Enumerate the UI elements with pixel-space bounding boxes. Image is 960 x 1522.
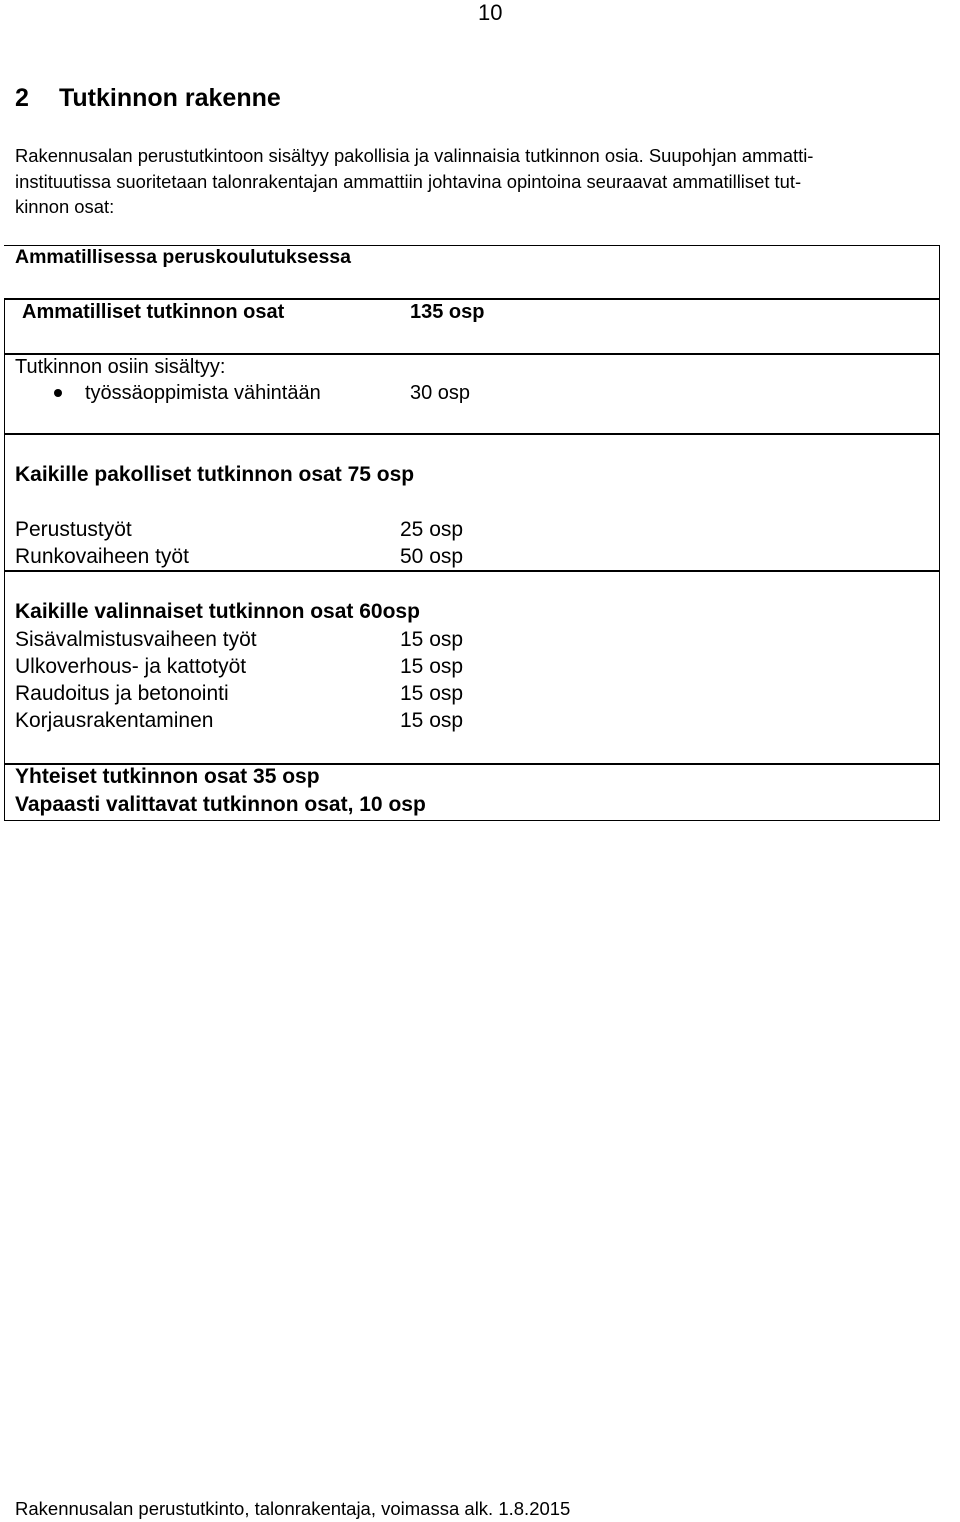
includes-label: Tutkinnon osiin sisältyy:: [15, 356, 226, 378]
vocational-value: 135 osp: [410, 301, 485, 323]
intro-line-3: kinnon osat:: [15, 196, 115, 217]
optional-title: Kaikille valinnaiset tutkinnon osat 60osp: [15, 600, 420, 623]
vocational-label: Ammatilliset tutkinnon osat: [22, 301, 285, 323]
optional-row-3-label: Raudoitus ja betonointi: [15, 682, 229, 705]
optional-row-4-label: Korjausrakentaminen: [15, 709, 214, 732]
includes-bullet-label: työssäoppimista vähintään: [85, 382, 321, 404]
mandatory-row-1-value: 25 osp: [400, 518, 464, 541]
intro-line-1: Rakennusalan perustutkintoon sisältyy pakollisia ja valinnaisia tutkinnon osia. Suupohjan ammatti-: [15, 145, 814, 166]
common-units-line: Yhteiset tutkinnon osat 35 osp: [15, 765, 320, 788]
includes-bullet-value: 30 osp: [410, 382, 471, 404]
mandatory-row-1-label: Perustustyöt: [15, 518, 132, 541]
optional-row-3-value: 15 osp: [400, 682, 464, 705]
heading-title: Tutkinnon rakenne: [59, 84, 281, 112]
optional-row-1-label: Sisävalmistusvaiheen työt: [15, 628, 257, 651]
intro-line-2: instituutissa suoritetaan talonrakentajan ammattiin johtavina opintoina seuraavat ammatilliset tut-: [15, 170, 802, 192]
mandatory-row-2-value: 50 osp: [400, 545, 464, 568]
page-footer: Rakennusalan perustutkinto, talonrakentaja, voimassa alk. 1.8.2015: [15, 1498, 571, 1519]
optional-row-1-value: 15 osp: [400, 628, 464, 651]
optional-row-2-value: 15 osp: [400, 655, 464, 678]
table-frame-top: [4, 245, 940, 300]
section-title: Ammatillisessa peruskoulutuksessa: [15, 246, 351, 268]
free-units-line: Vapaasti valittavat tutkinnon osat, 10 osp: [15, 793, 426, 816]
intro-paragraph: [15, 143, 955, 220]
section-heading: [15, 84, 281, 113]
optional-row-2-label: Ulkoverhous- ja kattotyöt: [15, 655, 247, 678]
page-number: 10: [478, 0, 503, 25]
optional-row-4-value: 15 osp: [400, 709, 464, 732]
heading-number: 2: [15, 84, 29, 112]
mandatory-row-2-label: Runkovaiheen työt: [15, 545, 189, 568]
bullet-icon: [54, 389, 62, 397]
mandatory-title: Kaikille pakolliset tutkinnon osat 75 osp: [15, 463, 415, 486]
